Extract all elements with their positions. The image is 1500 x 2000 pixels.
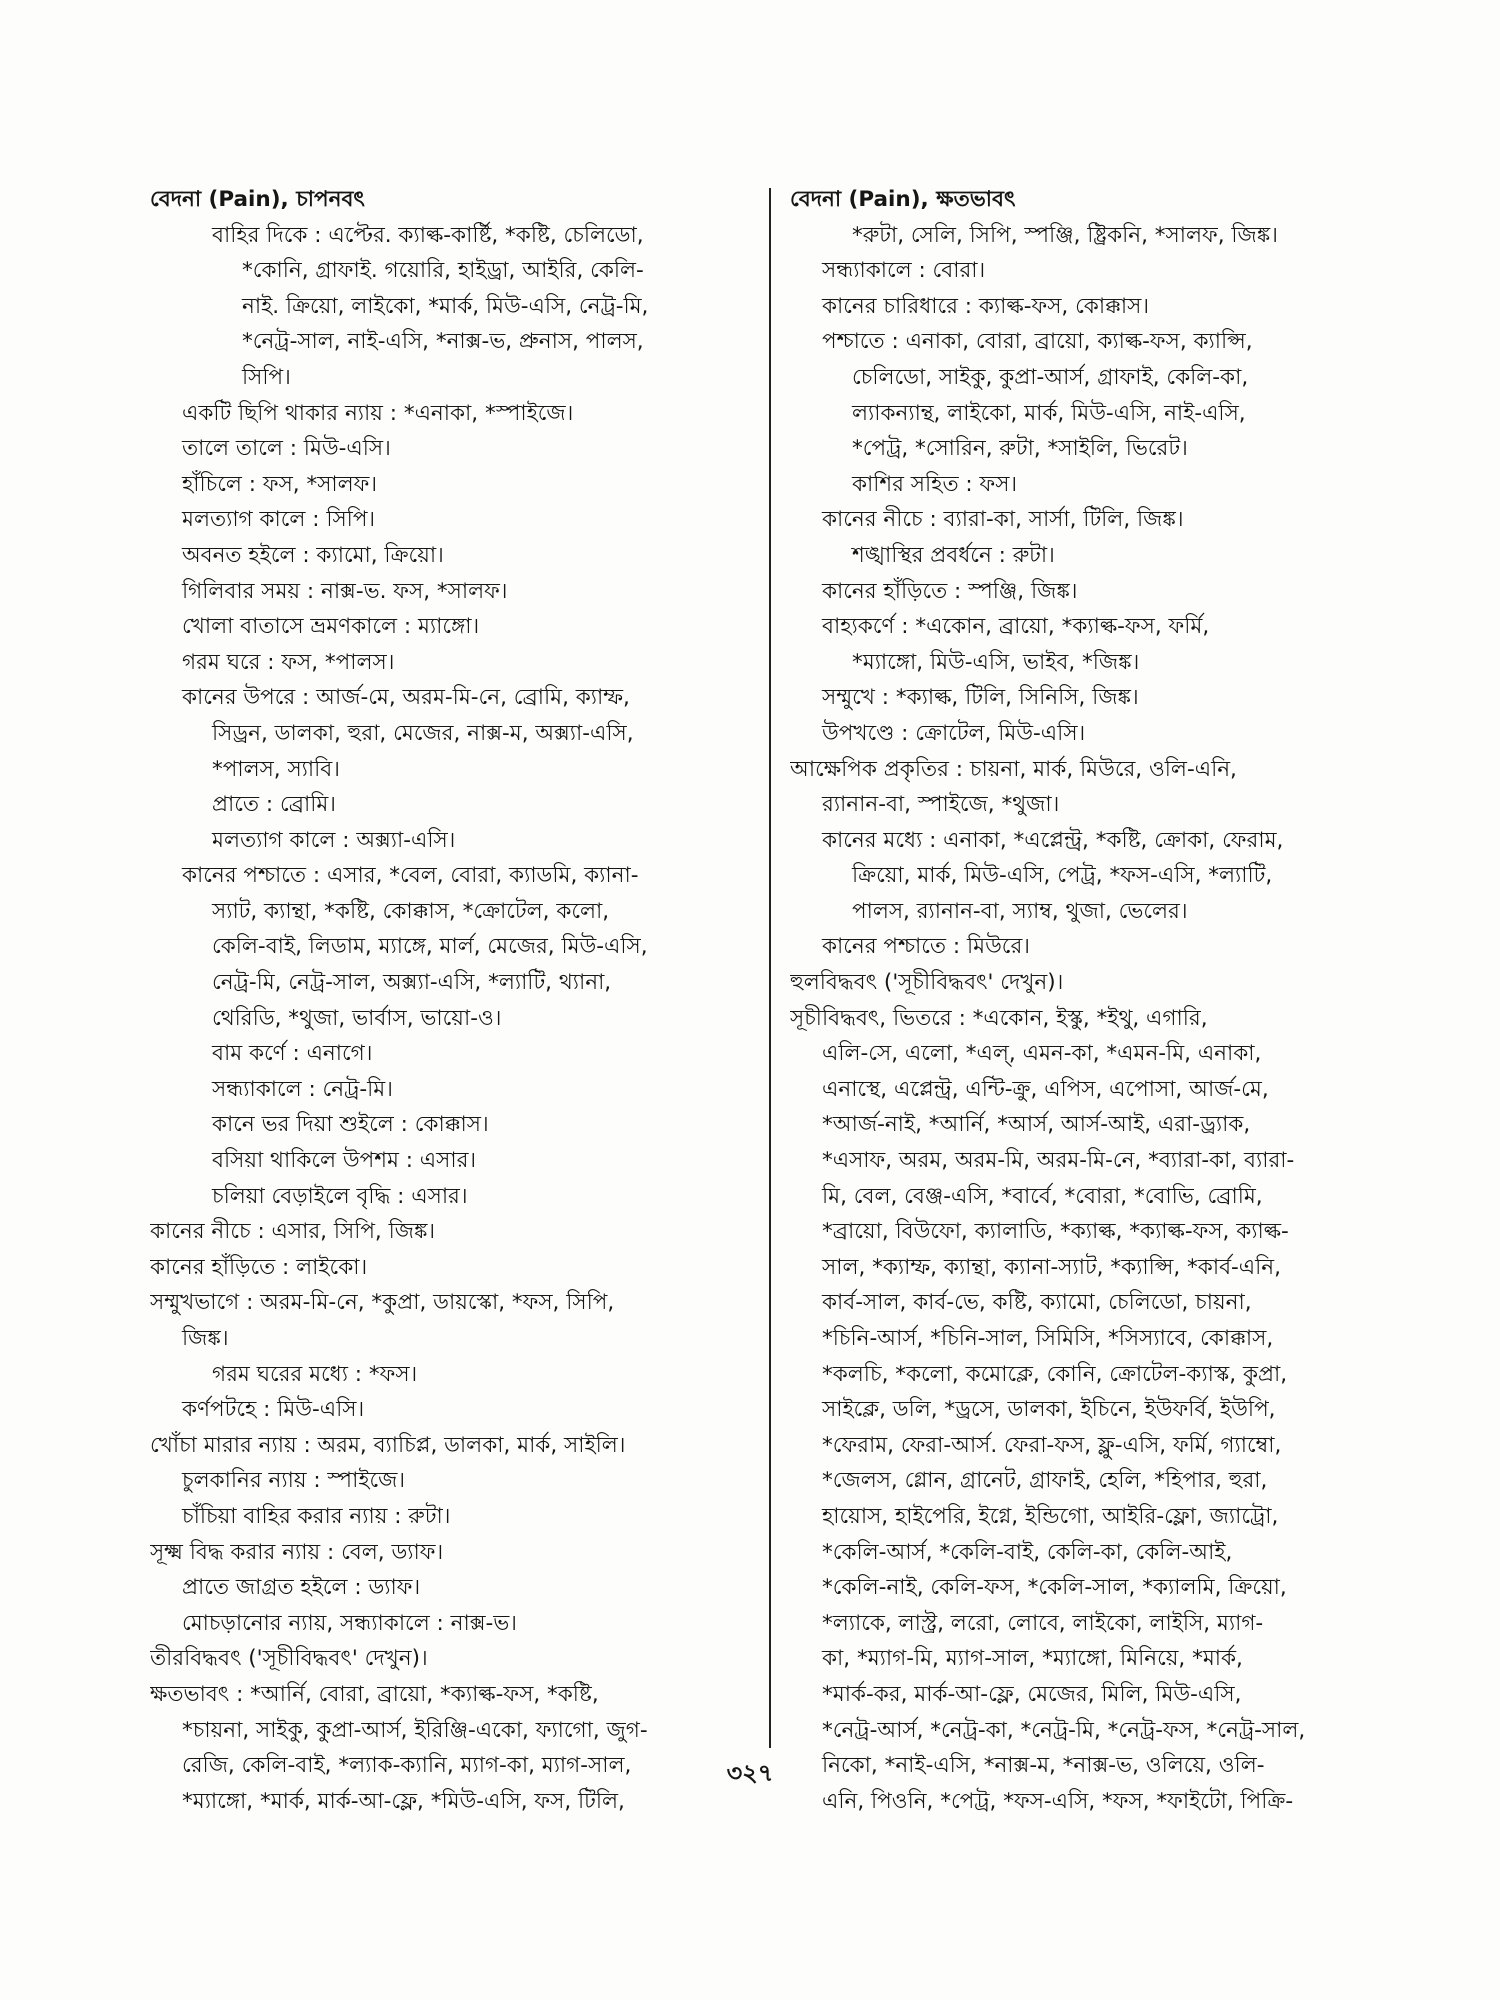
- column-heading: বেদনা (Pain), চাপনবৎ: [150, 187, 365, 212]
- text-line: চুলকানির ন্যায় : স্পাইজে।: [182, 1468, 406, 1494]
- text-line: মোচড়ানোর ন্যায়, সন্ধ্যাকালে : নাক্স-ভ।: [182, 1610, 517, 1636]
- text-line: কর্ণপটহে : মিউ-এসি।: [182, 1397, 365, 1423]
- text-line: আক্ষেপিক প্রকৃতির : চায়না, মার্ক, মিউরে, ওলি-এনি,: [790, 756, 1237, 782]
- text-line: *কেলি-নাই, কেলি-ফস, *কেলি-সাল, *ক্যালমি, ক্রিয়ো,: [822, 1575, 1287, 1601]
- text-line: গরম ঘরের মধ্যে : *ফস।: [212, 1361, 418, 1387]
- text-line: *রুটা, সেলি, সিপি, স্পঞ্জি, ষ্ট্রিকনি, *সালফ, জিঙ্ক।: [852, 222, 1278, 248]
- text-line: *ব্রায়ো, বিউফো, ক্যালাডি, *ক্যাল্ক, *ক্যাল্ক-ফস, ক্যাল্ক-: [822, 1219, 1289, 1245]
- text-line: পালস, র‍্যানান-বা, স্যাম্ব, থুজা, ভেলের।: [852, 898, 1188, 924]
- text-line: স্যাট, ক্যান্থা, *কষ্টি, কোক্কাস, *ক্রোটেল, কলো,: [212, 898, 610, 924]
- text-line: *আর্জ-নাই, *আর্নি, *আর্স, আর্স-আই, এরা-ড্র্যাক,: [822, 1112, 1251, 1138]
- text-line: বাহির দিকে : এপ্টের. ক্যাল্ক-কার্ষ্টি, *কষ্টি, চেলিডো,: [212, 222, 644, 248]
- text-line: কানের নীচে : ব্যারা-কা, সার্সা, টিলি, জিঙ্ক।: [822, 507, 1184, 533]
- text-line: বাহ্যকর্ণে : *একোন, ব্রায়ো, *ক্যাল্ক-ফস, ফর্মি,: [822, 614, 1210, 640]
- text-line: গিলিবার সময় : নাক্স-ভ. ফস, *সালফ।: [182, 578, 508, 604]
- text-line: গরম ঘরে : ফস, *পালস।: [182, 649, 395, 675]
- text-line: কানের পশ্চাতে : এসার, *বেল, বোরা, ক্যাডমি, ক্যানা-: [182, 863, 639, 889]
- text-line: উপখণ্ডে : ক্রোটেল, মিউ-এসি।: [822, 720, 1086, 746]
- text-line: চাঁচিয়া বাহির করার ন্যায় : রুটা।: [182, 1503, 451, 1529]
- text-line: কানের নীচে : এসার, সিপি, জিঙ্ক।: [150, 1219, 436, 1245]
- text-line: বাম কর্ণে : এনাগে।: [212, 1041, 373, 1067]
- text-line: এনাস্থে, এপ্লেন্ট্র, এন্টি-ক্রু, এপিস, এপোসা, আর্জ-মে,: [822, 1076, 1269, 1102]
- text-line: খোঁচা মারার ন্যায় : অরম, ব্যাচিপ্ল, ডালকা, মার্ক, সাইলি।: [150, 1432, 626, 1458]
- text-line: কানের হাঁড়িতে : স্পঞ্জি, জিঙ্ক।: [822, 578, 1078, 604]
- column-divider: [769, 188, 771, 1748]
- text-line: *ফেরাম, ফেরা-আর্স. ফেরা-ফস, ফ্লু-এসি, ফর্মি, গ্যাম্বো,: [822, 1432, 1282, 1458]
- text-line: হায়োস, হাইপেরি, ইগ্নে, ইন্ডিগো, আইরি-ফ্লো, জ্যাট্রো,: [822, 1503, 1279, 1529]
- text-line: কানের হাঁড়িতে : লাইকো।: [150, 1254, 368, 1280]
- text-line: বসিয়া থাকিলে উপশম : এসার।: [212, 1148, 477, 1174]
- text-line: কা, *ম্যাগ-মি, ম্যাগ-সাল, *ম্যাঙ্গো, মিনিয়ে, *মার্ক,: [822, 1646, 1243, 1672]
- text-line: এলি-সে, এলো, *এল্, এমন-কা, *এমন-মি, এনাকা,: [822, 1041, 1262, 1067]
- text-line: হুলবিদ্ধবৎ ('সূচীবিদ্ধবৎ' দেখুন)।: [790, 970, 1064, 996]
- text-line: রেজি, কেলি-বাই, *ল্যাক-ক্যানি, ম্যাগ-কা, ম্যাগ-সাল,: [182, 1753, 632, 1779]
- text-line: তালে তালে : মিউ-এসি।: [182, 436, 391, 462]
- text-line: নাই. ক্রিয়ো, লাইকো, *মার্ক, মিউ-এসি, নেট্র-মি,: [242, 293, 649, 319]
- text-line: একটি ছিপি থাকার ন্যায় : *এনাকা, *স্পাইজে।: [182, 400, 574, 426]
- text-line: প্রাতে : ব্রোমি।: [212, 792, 336, 818]
- text-line: *কলচি, *কলো, কমোক্লে, কোনি, ক্রোটেল-ক্যাস্ক, কুপ্রা,: [822, 1361, 1288, 1387]
- text-line: সন্ধ্যাকালে : বোরা।: [822, 258, 986, 284]
- text-line: নিকো, *নাই-এসি, *নাক্স-ম, *নাক্স-ভ, ওলিয়ে, ওলি-: [822, 1753, 1265, 1779]
- text-line: *ল্যাকে, লাস্ট্র, লরো, লোবে, লাইকো, লাইসি, ম্যাগ-: [822, 1610, 1264, 1636]
- text-line: মি, বেল, বেঞ্জ-এসি, *বার্বে, *বোরা, *বোভি, ব্রোমি,: [822, 1183, 1263, 1209]
- text-line: চেলিডো, সাইকু, কুপ্রা-আর্স, গ্রাফাই, কেলি-কা,: [852, 364, 1249, 390]
- text-line: সিড্রন, ডালকা, হুরা, মেজের, নাক্স-ম, অক্স্যা-এসি,: [212, 720, 634, 746]
- text-line: জিঙ্ক।: [182, 1326, 229, 1351]
- text-line: সম্মুখভাগে : অরম-মি-নে, *কুপ্রা, ডায়স্কো, *ফস, সিপি,: [150, 1290, 615, 1316]
- text-line: মলত্যাগ কালে : সিপি।: [182, 507, 376, 533]
- text-line: কাশির সহিত : ফস।: [852, 471, 1018, 497]
- text-line: কানের উপরে : আর্জ-মে, অরম-মি-নে, ব্রোমি, ক্যাম্ফ,: [182, 685, 630, 711]
- text-line: নেট্র-মি, নেট্র-সাল, অক্স্যা-এসি, *ল্যাটি, থ্যানা,: [212, 970, 612, 996]
- text-line: *ম্যাঙ্গো, *মার্ক, মার্ক-আ-ফ্লে, *মিউ-এসি, ফস, টিলি,: [182, 1788, 625, 1814]
- text-line: *মার্ক-কর, মার্ক-আ-ফ্লে, মেজের, মিলি, মিউ-এসি,: [822, 1681, 1242, 1707]
- text-line: *চিনি-আর্স, *চিনি-সাল, সিমিসি, *সিস্যাবে, কোক্কাস,: [822, 1326, 1274, 1351]
- text-line: এনি, পিওনি, *পেট্র, *ফস-এসি, *ফস, *ফাইটো, পিক্রি-: [822, 1788, 1294, 1814]
- text-line: হাঁচিলে : ফস, *সালফ।: [182, 471, 378, 497]
- text-line: সূক্ষ্ম বিদ্ধ করার ন্যায় : বেল, ড্যাফ।: [150, 1539, 444, 1565]
- text-line: *কোনি, গ্রাফাই. গয়োরি, হাইড্রা, আইরি, কেলি-: [242, 258, 644, 284]
- text-line: *নেট্র-আর্স, *নেট্র-কা, *নেট্র-মি, *নেট্র-ফস, *নেট্র-সাল,: [822, 1717, 1306, 1743]
- text-line: *এসাফ, অরম, অরম-মি, অরম-মি-নে, *ব্যারা-কা, ব্যারা-: [822, 1148, 1295, 1174]
- text-line: কার্ব-সাল, কার্ব-ভে, কষ্টি, ক্যামো, চেলিডো, চায়না,: [822, 1290, 1252, 1316]
- text-line: কেলি-বাই, লিডাম, ম্যাঙ্গে, মার্ল, মেজের, মিউ-এসি,: [212, 934, 648, 960]
- text-line: পশ্চাতে : এনাকা, বোরা, ব্রায়ো, ক্যাল্ক-ফস, ক্যাপ্সি,: [822, 329, 1253, 355]
- column-heading: বেদনা (Pain), ক্ষতভাবৎ: [790, 187, 1016, 212]
- text-line: *পালস, স্যাবি।: [212, 756, 340, 782]
- text-line: কানের পশ্চাতে : মিউরে।: [822, 934, 1030, 960]
- text-line: শঙ্খাস্থির প্রবর্ধনে : রুটা।: [852, 542, 1055, 568]
- text-line: সাইক্লে, ডলি, *ড্রসে, ডালকা, ইচিনে, ইউফর্বি, ইউপি,: [822, 1397, 1276, 1423]
- right-column: [790, 182, 1395, 1819]
- text-line: ক্ষতভাবৎ : *আর্নি, বোরা, ব্রায়ো, *ক্যাল্ক-ফস, *কষ্টি,: [150, 1681, 599, 1707]
- text-line: তীরবিদ্ধবৎ ('সূচীবিদ্ধবৎ' দেখুন)।: [150, 1646, 428, 1672]
- text-line: *কেলি-আর্স, *কেলি-বাই, কেলি-কা, কেলি-আই,: [822, 1539, 1233, 1565]
- text-line: সূচীবিদ্ধবৎ, ভিতরে : *একোন, ইস্কু, *ইথু, এগারি,: [790, 1005, 1208, 1031]
- left-column: [150, 182, 750, 1819]
- text-line: ল্যাকন্যান্থ, লাইকো, মার্ক, মিউ-এসি, নাই-এসি,: [852, 400, 1246, 426]
- text-line: র‍্যানান-বা, স্পাইজে, *থুজা।: [822, 792, 1060, 818]
- text-line: সাল, *ক্যাম্ফ, ক্যান্থা, ক্যানা-স্যাট, *ক্যাপ্সি, *কার্ব-এনি,: [822, 1254, 1281, 1280]
- text-line: *নেট্র-সাল, নাই-এসি, *নাক্স-ভ, প্রুনাস, পালস,: [242, 329, 644, 355]
- text-line: কানে ভর দিয়া শুইলে : কোক্কাস।: [212, 1112, 489, 1138]
- text-line: চলিয়া বেড়াইলে বৃদ্ধি : এসার।: [212, 1183, 468, 1209]
- text-line: অবনত হইলে : ক্যামো, ক্রিয়ো।: [182, 542, 444, 568]
- text-line: খোলা বাতাসে ভ্রমণকালে : ম্যাঙ্গো।: [182, 614, 480, 640]
- text-line: ক্রিয়ো, মার্ক, মিউ-এসি, পেট্র, *ফস-এসি, *ল্যাটি,: [852, 863, 1273, 889]
- text-line: *চায়না, সাইকু, কুপ্রা-আর্স, ইরিঞ্জি-একো, ফ্যাগো, জুগ-: [182, 1717, 648, 1743]
- text-line: প্রাতে জাগ্রত হইলে : ড্যাফ।: [182, 1575, 421, 1601]
- text-line: থেরিডি, *থুজা, ভার্বাস, ভায়ো-ও।: [212, 1005, 502, 1031]
- text-line: সন্ধ্যাকালে : নেট্র-মি।: [212, 1076, 393, 1102]
- text-line: কানের চারিধারে : ক্যাল্ক-ফস, কোক্কাস।: [822, 293, 1150, 319]
- text-line: *ম্যাঙ্গো, মিউ-এসি, ভাইব, *জিঙ্ক।: [852, 649, 1140, 675]
- text-line: সিপি।: [242, 364, 291, 390]
- text-line: কানের মধ্যে : এনাকা, *এপ্লেন্ট্র, *কষ্টি, ক্রোকা, ফেরাম,: [822, 827, 1284, 853]
- text-line: *পেট্র, *সোরিন, রুটা, *সাইলি, ভিরেট।: [852, 436, 1188, 462]
- page-number: ৩২৭: [726, 1759, 774, 1787]
- text-line: মলত্যাগ কালে : অক্স্যা-এসি।: [212, 827, 456, 853]
- text-line: সম্মুখে : *ক্যাল্ক, টিলি, সিনিসি, জিঙ্ক।: [822, 685, 1139, 711]
- text-line: *জেলস, গ্লোন, গ্রানেট, গ্রাফাই, হেলি, *হিপার, হুরা,: [822, 1468, 1268, 1494]
